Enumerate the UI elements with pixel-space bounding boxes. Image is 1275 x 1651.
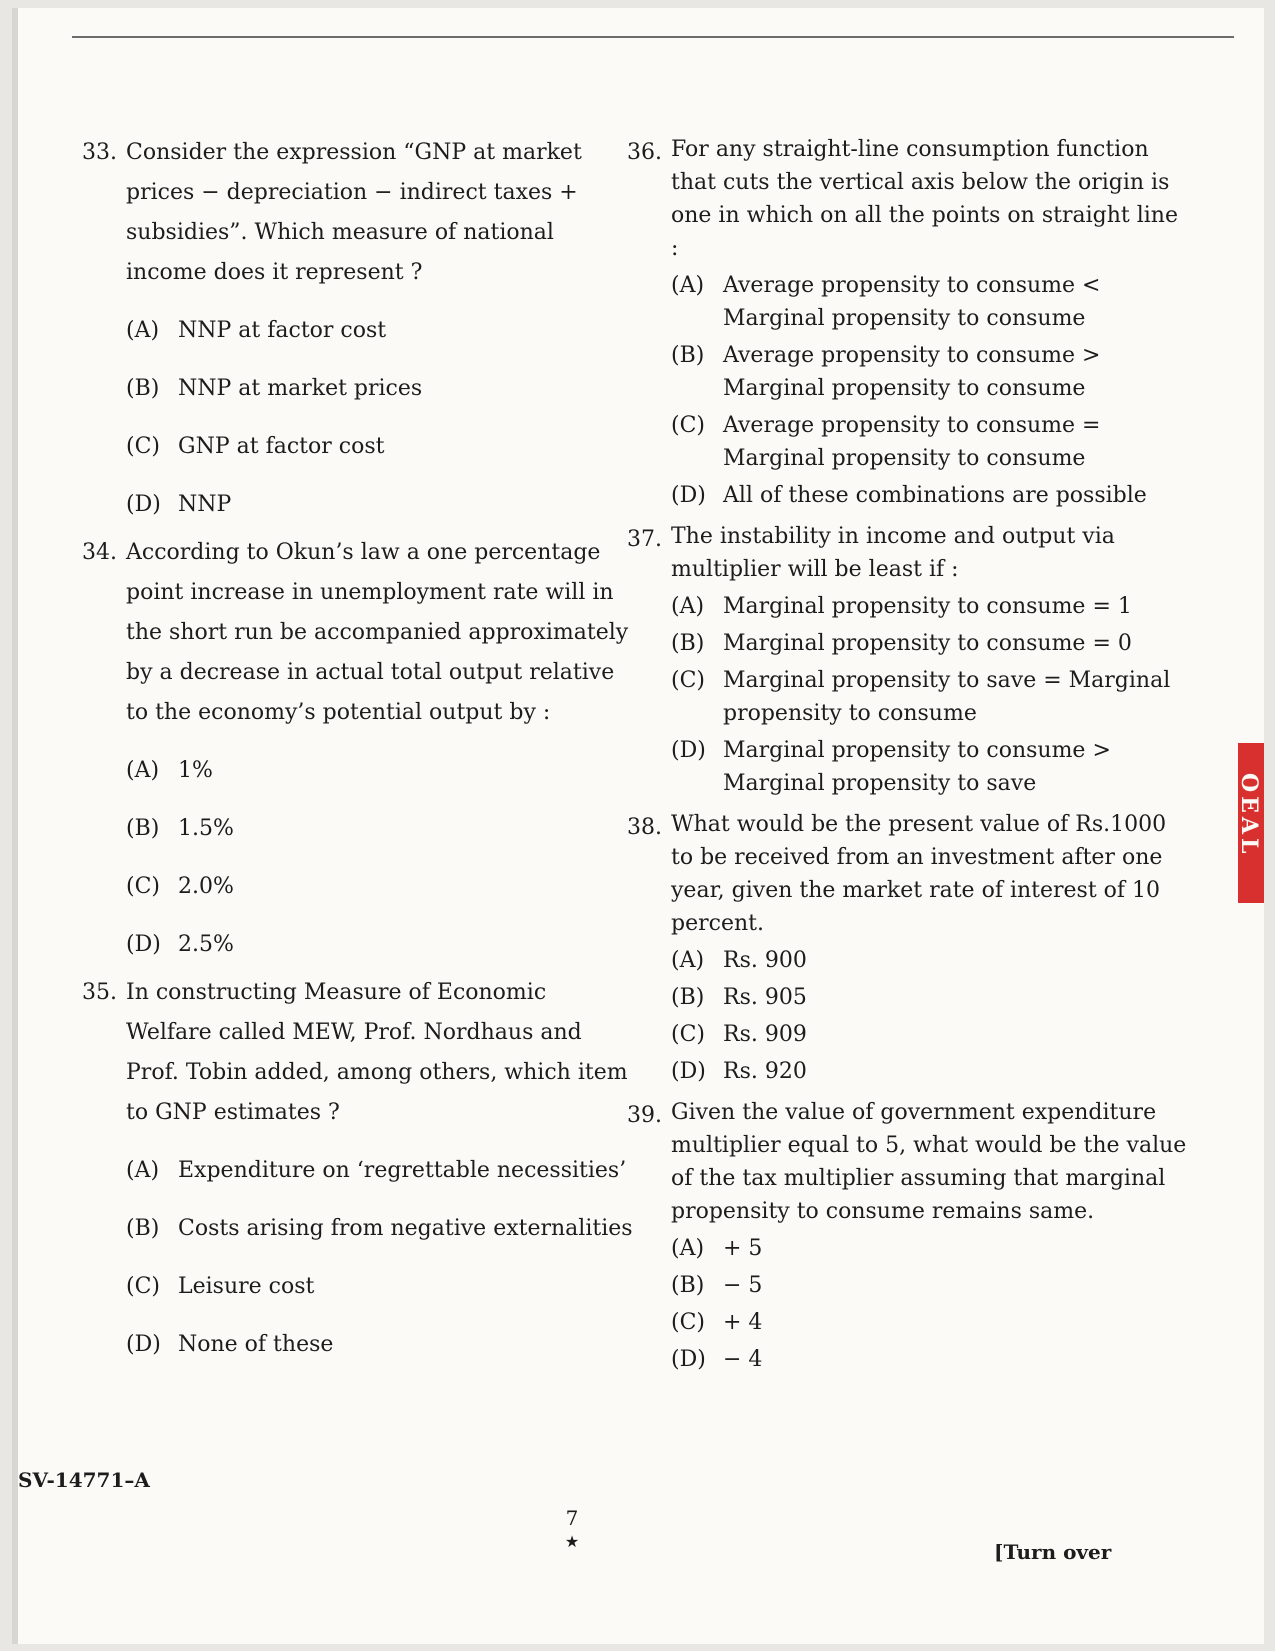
- option-text: Marginal propensity to consume = 1: [723, 594, 1132, 619]
- option-a: [671, 590, 1187, 623]
- side-seal-tab: [1238, 743, 1264, 903]
- question-number: 35.: [82, 980, 117, 1005]
- question-number: 37.: [627, 527, 662, 552]
- option-text: Marginal propensity to save = Marginal propensity to consume: [723, 668, 1171, 726]
- option-d: [671, 1343, 1187, 1376]
- option-b: [671, 339, 1187, 405]
- option-text: Rs. 900: [723, 948, 807, 973]
- option-label: (B): [671, 343, 705, 368]
- question-number: 38.: [627, 815, 662, 840]
- question-text: According to Okun’s law a one percentage point increase in unemployment rate will in the short run be accompanied approximately by a decrease in actual total output relative to the economy’s potential output by :: [126, 540, 629, 725]
- option-label: (C): [126, 434, 160, 459]
- option-label: (B): [671, 1273, 705, 1298]
- option-label: (A): [671, 1236, 705, 1261]
- option-label: (B): [126, 816, 160, 841]
- option-label: (B): [671, 631, 705, 656]
- option-c: [671, 1306, 1187, 1339]
- page-edge-shadow: [12, 8, 18, 1644]
- option-c: [126, 427, 637, 467]
- right-column: [627, 133, 1187, 1384]
- question-34: [82, 533, 637, 965]
- option-text: Rs. 909: [723, 1022, 807, 1047]
- option-label: (A): [126, 318, 160, 343]
- option-label: (C): [126, 874, 160, 899]
- option-label: (A): [126, 1158, 160, 1183]
- option-text: Marginal propensity to consume > Marginal propensity to save: [723, 738, 1111, 796]
- option-text: Average propensity to consume > Marginal propensity to consume: [723, 343, 1101, 401]
- question-text: In constructing Measure of Economic Welfare called MEW, Prof. Nordhaus and Prof. Tobin added, among others, which item to GNP estimates ?: [126, 980, 628, 1125]
- option-a: [126, 311, 637, 351]
- option-label: (B): [126, 1216, 160, 1241]
- option-label: (D): [671, 1059, 706, 1084]
- header-rule: [72, 36, 1234, 38]
- option-b: [126, 809, 637, 849]
- option-a: [671, 1232, 1187, 1265]
- option-text: 1.5%: [178, 816, 234, 841]
- option-text: None of these: [178, 1332, 334, 1357]
- option-b: [671, 1269, 1187, 1302]
- question-text: The instability in income and output via multiplier will be least if :: [671, 524, 1115, 582]
- option-text: Marginal propensity to consume = 0: [723, 631, 1132, 656]
- option-b: [126, 369, 637, 409]
- option-a: [671, 944, 1187, 977]
- option-label: (C): [671, 1310, 705, 1335]
- option-d: [671, 1055, 1187, 1088]
- option-text: Rs. 920: [723, 1059, 807, 1084]
- turn-over-note: [Turn over: [994, 1540, 1112, 1564]
- question-number: 34.: [82, 540, 117, 565]
- option-label: (D): [126, 492, 161, 517]
- option-c: [671, 409, 1187, 475]
- question-36: [627, 133, 1187, 512]
- option-label: (A): [126, 758, 160, 783]
- option-text: Average propensity to consume = Marginal propensity to consume: [723, 413, 1101, 471]
- option-c: [126, 867, 637, 907]
- option-label: (C): [126, 1274, 160, 1299]
- option-label: (D): [671, 738, 706, 763]
- option-text: Rs. 905: [723, 985, 807, 1010]
- option-label: (C): [671, 1022, 705, 1047]
- option-text: All of these combinations are possible: [723, 483, 1147, 508]
- option-b: [126, 1209, 637, 1249]
- question-39: [627, 1096, 1187, 1376]
- option-a: [126, 1151, 637, 1191]
- option-text: NNP: [178, 492, 232, 517]
- option-text: Leisure cost: [178, 1274, 315, 1299]
- option-text: 2.0%: [178, 874, 234, 899]
- exam-page: [12, 8, 1264, 1644]
- option-text: GNP at factor cost: [178, 434, 385, 459]
- option-text: − 5: [723, 1273, 763, 1298]
- option-label: (A): [671, 273, 705, 298]
- option-text: 2.5%: [178, 932, 234, 957]
- option-d: [126, 485, 637, 525]
- question-text: What would be the present value of Rs.1000 to be received from an investment after one year, given the market rate of interest of 10 percent.: [671, 812, 1167, 936]
- option-text: NNP at factor cost: [178, 318, 387, 343]
- star-icon: ★: [564, 1532, 580, 1551]
- left-column: [82, 133, 637, 1373]
- question-35: [82, 973, 637, 1365]
- option-label: (D): [671, 1347, 706, 1372]
- option-text: Expenditure on ‘regrettable necessities’: [178, 1158, 627, 1183]
- question-38: [627, 808, 1187, 1088]
- option-label: (C): [671, 413, 705, 438]
- option-text: − 4: [723, 1347, 763, 1372]
- option-label: (C): [671, 668, 705, 693]
- option-text: Costs arising from negative externalities: [178, 1216, 633, 1241]
- option-d: [126, 1325, 637, 1365]
- option-d: [671, 734, 1187, 800]
- option-label: (A): [671, 594, 705, 619]
- option-b: [671, 981, 1187, 1014]
- option-c: [671, 1018, 1187, 1051]
- question-text: For any straight-line consumption function that cuts the vertical axis below the origin is one in which on all the points on straight line :: [671, 137, 1178, 261]
- question-number: 39.: [627, 1103, 662, 1128]
- booklet-code: SV-14771–A: [18, 1468, 150, 1492]
- option-label: (D): [671, 483, 706, 508]
- option-text: Average propensity to consume < Marginal propensity to consume: [723, 273, 1101, 331]
- option-text: + 4: [723, 1310, 763, 1335]
- side-seal-text: OEAL: [1236, 773, 1262, 858]
- option-text: 1%: [178, 758, 213, 783]
- question-text: Given the value of government expenditure multiplier equal to 5, what would be the value of the tax multiplier assuming that marginal propensity to consume remains same.: [671, 1100, 1187, 1224]
- option-a: [126, 751, 637, 791]
- option-label: (D): [126, 1332, 161, 1357]
- option-label: (B): [671, 985, 705, 1010]
- question-text: Consider the expression “GNP at market prices − depreciation − indirect taxes + subsidies”. Which measure of national income does it represent ?: [126, 140, 582, 285]
- option-d: [671, 479, 1187, 512]
- option-d: [126, 925, 637, 965]
- option-label: (D): [126, 932, 161, 957]
- option-text: + 5: [723, 1236, 763, 1261]
- question-number: 36.: [627, 140, 662, 165]
- option-c: [126, 1267, 637, 1307]
- page-number: 7: [565, 1506, 579, 1530]
- option-c: [671, 664, 1187, 730]
- option-label: (B): [126, 376, 160, 401]
- option-label: (A): [671, 948, 705, 973]
- question-number: 33.: [82, 140, 117, 165]
- option-b: [671, 627, 1187, 660]
- question-33: [82, 133, 637, 525]
- option-a: [671, 269, 1187, 335]
- option-text: NNP at market prices: [178, 376, 423, 401]
- question-37: [627, 520, 1187, 800]
